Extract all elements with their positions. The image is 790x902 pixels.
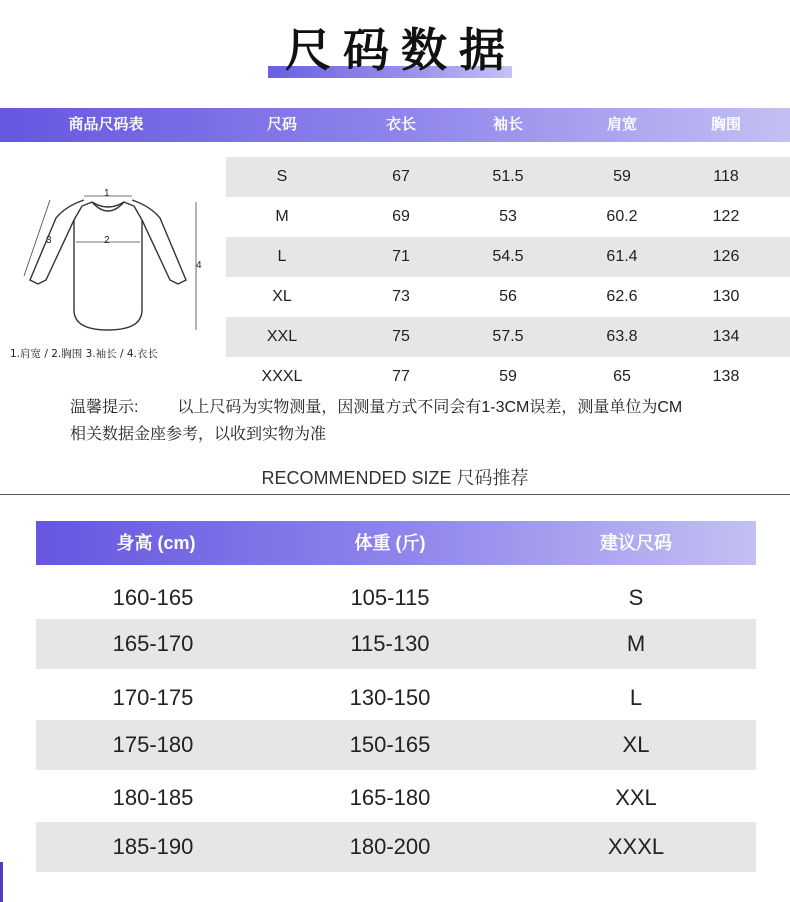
recommend-row (36, 619, 756, 669)
header-length: 衣长 (385, 116, 416, 133)
note-line-1 (70, 397, 682, 419)
cell-shoulder: 61.4 (606, 248, 638, 265)
cell-height: 165-170 (112, 631, 194, 656)
size-row (226, 237, 790, 277)
cell-height: 170-175 (112, 685, 194, 710)
cell-chest: 118 (713, 168, 739, 185)
recommend-row (36, 573, 756, 623)
recommend-row (36, 720, 756, 770)
cell-suggested-size: XXXL (607, 834, 665, 859)
cell-weight: 180-200 (349, 834, 431, 859)
cell-suggested-size: M (626, 631, 646, 656)
cell-chest: 130 (712, 288, 740, 305)
note-label: 温馨提示: (70, 399, 139, 416)
garment-diagram (10, 180, 215, 365)
cell-size: XXXL (261, 368, 303, 385)
cell-weight: 165-180 (349, 785, 431, 810)
diagram-label-3: 3 (46, 235, 52, 246)
cell-shoulder: 65 (613, 368, 631, 385)
header-chest: 胸围 (710, 116, 741, 133)
size-row (226, 157, 790, 197)
cell-sleeve: 53 (499, 208, 517, 225)
size-row (226, 197, 790, 237)
cell-length: 77 (392, 368, 410, 385)
recommended-title: RECOMMENDED SIZE 尺码推荐 (261, 468, 529, 488)
cell-length: 67 (392, 168, 410, 185)
cell-shoulder: 63.8 (606, 328, 638, 345)
size-row (226, 357, 790, 397)
cell-sleeve: 51.5 (492, 168, 524, 185)
cell-suggested-size: XXL (615, 785, 657, 810)
cell-sleeve: 59 (499, 368, 517, 385)
header-suggested-size: 建议尺码 (600, 533, 672, 553)
header-height: 身高 (cm) (116, 533, 196, 553)
cell-sleeve: 57.5 (492, 328, 524, 345)
recommend-row (36, 822, 756, 872)
cell-size: L (277, 248, 287, 265)
recommend-table-header (36, 521, 756, 565)
size-row (226, 317, 790, 357)
cell-size: M (275, 208, 289, 225)
header-weight: 体重 (斤) (354, 533, 426, 553)
header-shoulder: 肩宽 (606, 116, 637, 133)
page-title: 尺码数据 (285, 23, 517, 77)
header-size: 尺码 (266, 116, 297, 133)
cell-chest: 134 (712, 328, 740, 345)
cell-chest: 138 (712, 368, 740, 385)
cell-chest: 122 (712, 208, 740, 225)
cell-suggested-size: S (628, 585, 644, 610)
header-product-size-table: 商品尺码表 (68, 116, 144, 133)
cell-shoulder: 60.2 (606, 208, 638, 225)
cell-length: 75 (392, 328, 410, 345)
cell-length: 73 (392, 288, 410, 305)
cell-sleeve: 54.5 (492, 248, 524, 265)
note-text-2: 相关数据金座参考，以收到实物为准 (70, 426, 327, 443)
diagram-label-2: 2 (104, 235, 110, 246)
cell-chest: 126 (712, 248, 740, 265)
size-row (226, 277, 790, 317)
edge-accent-bar (0, 862, 3, 902)
cell-suggested-size: L (629, 685, 643, 710)
cell-height: 175-180 (112, 732, 194, 757)
diagram-caption: 1.肩宽 / 2.胸围 3.袖长 / 4.衣长 (10, 348, 158, 360)
cell-height: 185-190 (112, 834, 194, 859)
section-divider (0, 494, 790, 495)
cell-weight: 105-115 (350, 585, 430, 610)
cell-suggested-size: XL (622, 732, 650, 757)
cell-size: XXL (266, 328, 298, 345)
size-table-header (0, 108, 790, 142)
shirt-outline-icon (10, 180, 215, 345)
note-text-1: 以上尺码为实物测量，因测量方式不同会有1-3CM误差，测量单位为CM (177, 399, 683, 416)
cell-weight: 130-150 (349, 685, 431, 710)
cell-length: 71 (392, 248, 410, 265)
cell-height: 180-185 (112, 785, 194, 810)
cell-length: 69 (392, 208, 410, 225)
recommend-row (36, 673, 756, 723)
cell-sleeve: 56 (499, 288, 517, 305)
cell-height: 160-165 (112, 585, 194, 610)
title-block (0, 22, 790, 82)
cell-weight: 115-130 (350, 631, 430, 656)
cell-size: S (276, 168, 288, 185)
diagram-label-4: 4 (196, 260, 202, 271)
recommend-row (36, 773, 756, 823)
cell-shoulder: 62.6 (606, 288, 638, 305)
header-sleeve: 袖长 (492, 116, 523, 133)
cell-size: XL (272, 288, 292, 305)
diagram-label-1: 1 (104, 188, 110, 199)
cell-shoulder: 59 (613, 168, 631, 185)
cell-weight: 150-165 (349, 732, 431, 757)
